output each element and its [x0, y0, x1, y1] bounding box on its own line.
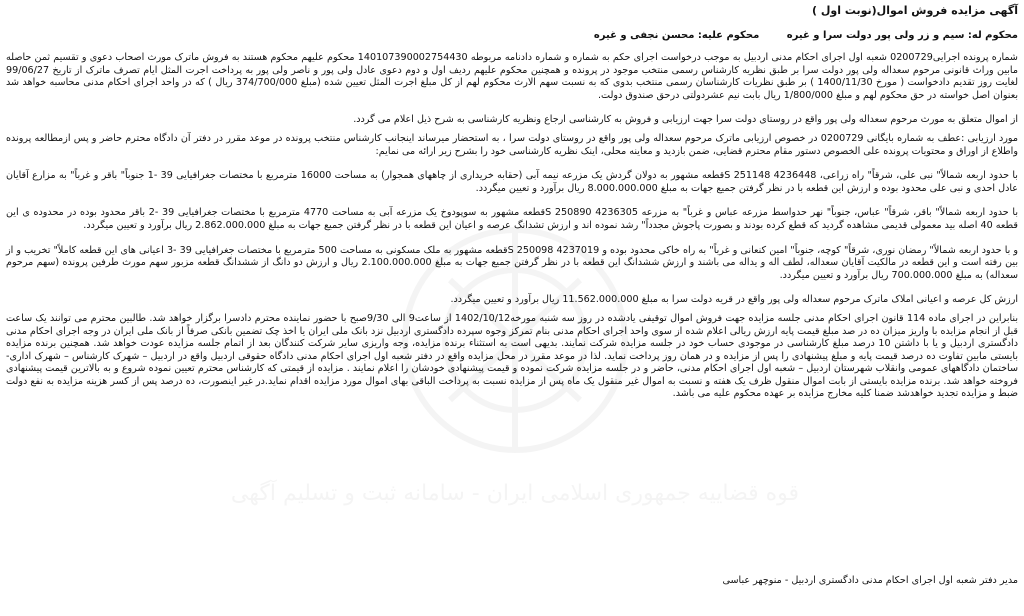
parcel-1-paragraph: با حدود اربعه شمالاً" نبی علی، شرقاً" راه زراعی، 4236448 251148 Sقطعه مشهور به دولان گردش یک مزرعه نیمه آبی (حقابه خریداری از چاههای همجوار) به مساحت 16000 مترمربع با مختصات جغرافیایی 39 -1 جنوباً" باقر و غرباً" به مزارع آقایان عادل احدی و نبی علی محدود بوده و ارزش این قطعه با در نظر گرفتن جمیع جهات به مبلغ 8.000.000.000 ریال برآورد و تعیین میگردد. [6, 170, 1018, 194]
office-signature: مدیر دفتر شعبه اول اجرای احکام مدنی دادگستری اردبیل - منوچهر عباسی [722, 575, 1018, 586]
auction-notice [6, 4, 1018, 413]
defendant-label: محکوم علیه: محسن نجفی و غیره [593, 30, 760, 41]
appraisal-intro-paragraph: مورد ارزیابی :عطف به شماره بایگانی 0200729 در خصوص ارزیابی ماترک مرحوم سعداله ولی پور واقع در روستای دولت سرا ، به استحضار میرساند اینجانب کارشناس منتخب پرونده در موعد مقرر در دفتر آن دادگاه محترم حاضر و پس ازمطالعه پرونده واطلاع از اوراق و محتویات پرونده علی الخصوص دستور مقام محترم قضایی، ضمن بازدید و معاینه محلی، اینک نظریه کارشناسی خود را بشرح زیر ارائه می نمایم: [6, 132, 1018, 157]
total-value-paragraph: ارزش کل عرصه و اعیانی املاک ماترک مرحوم سعداله ولی پور واقع در قریه دولت سرا به مبلغ 11.562.000.000 ریال برآورد و تعیین میگردد. [450, 294, 1018, 306]
parcel-3-paragraph: و با حدود اربعه شمالاً" رمضان نوری، شرقاً" کوچه، جنوباً" امین کنعانی و غرباً" به راه خاکی محدود بوده و 4237019 250098 Sقطعه مشهور به ملک مسکونی به مساحت 500 مترمربع با مختصات جغرافیایی 39 -3 اعیانی های این قطعه کاملاً" تخریب و از بین رفته است و این قطعه در مالکیت آقایان سعداله، لطف اله و یداله می باشند و ارزش ششدانگ این قطعه با در نظر گرفتن جمیع جهات به مبلغ 2.100.000.000 ریال و ارزش دو دانگ از ششدانگ قطعه مزبور سهم مورث طرفین پرونده (سهم مرحوم سعداله) به مبلغ 700.000.000 ریال برآورد و تعیین میگردد. [6, 244, 1019, 281]
parcel-2-paragraph: با حدود اربعه شمالاً" باقر، شرقاً" عباس، جنوباً" نهر حدواسط مزرعه عباس و غرباً" به مزرعه 4236305 250890 Sقطعه مشهور به سوپودوخ یک مزرعه آبی به مساحت 4770 مترمربع با مختصات جغرافیایی 39 -2 باقر محدود بوده در محدوده ی این قطعه 40 اصله بید معمولی قدیمی مشاهده گردید که قطع کرده بودند و بصورت پاجوش مجدداً" رشد نموده اند و ارزش تشدانگ عرصه و اعیان این قطعه با در نظر گرفتن جمیع جهات به مبلغ 2.862.000.000 ریال برآورد و تعیین میگردد. [6, 207, 1019, 231]
assets-intro-paragraph: از اموال متعلق به مورث مرحوم سعداله ولی پور واقع در روستای دولت سرا جهت ارزیابی و فروش به کارشناسی ارجاع ونظریه کارشناسی به شرح ذیل اعلام می گردد. [353, 114, 1018, 126]
watermark-text: قوه قضاییه جمهوری اسلامی ایران - سامانه ثبت و تسلیم آگهی [230, 481, 800, 506]
footer [6, 574, 1018, 594]
parties-line [6, 29, 1018, 43]
notice-title: آگهی مزایده فروش اموال(نوبت اول ) [812, 4, 1018, 17]
auction-terms-paragraph: بنابراین در اجرای ماده 114 قانون اجرای احکام مدنی جلسه مزایده جهت فروش اموال توقیفی یادشده در روز سه شنبه مورخه1402/10/12 از ساعت9 الی 9/30صبح با حضور نماینده محترم دادسرا برگزار خواهد شد. طالبین محترم می توانند یک ساعت قبل از انجام مزایده با واریز میزان ده در صد مبلغ قیمت پایه ارزش ریالی اعلام شده از سوی واحد اجرای احکام مدنی بنام تمرکز وجوه سپرده دادگستری اردبیل نزد بانک ملی ایران یا اخذ چک تضمین بانکی صرفاً از بانک ملی ایران در وجه اجرای احکام مدنی دادگستری اردبیل و یا با داشتن 10 درصد مبلغ کارشناسی در موجودی حساب خود در جلسه مزایده شرکت نمایند. بدیهی است به استثناء برنده مزایده، وجه واریزی سایر شرکت کنندگان بعد از اتمام جلسه مزایده عودت خواهد شد. همچنین برنده مزایده بایستی مابین تفاوت ده درصد قیمت پایه و مبلغ پیشنهادی را پس از مزایده و در همان روز پرداخت نماید. لذا در موعد مقرر در محل مزایده واقع در دفتر شعبه اول اجرای احکام مدنی دادگاه حقوقی اردبیل واقع در اردبیل – شهرک کارشناس – شهرک اداری- ساختمان دادگاههای عمومی وانقلاب شهرستان اردبیل – شعبه اول اجرای احکام مدنی، حاضر و در جلسه مزایده شرکت نموده و قیمت پیشنهادی خودشان را اعلام نمایند . مزایده از قیمتی که کارشناس محترم تعیین نموده شروع و به بالاترین قیمت پیشنهادی فروخته خواهد شد. برنده مزایده بایستی از بابت اموال منقول ظرف یک هفته و نسبت به اموال غیر منقول یک ماه پس از مزایده نسبت به پرداخت الباقی بهای اموال مورد مزایده اقدام نماید.در غیر اینصورت، ده درصد پس از کسر هزینه مزایده به نفع دولت ضبط و مزایده تجدید خواهدشد ضمنا کلیه مخارج مزایده بر عهده محکوم علیه می باشد. [6, 312, 1018, 400]
plaintiff-label: محکوم له: سیم و زر ولی پور دولت سرا و غیره [786, 30, 1018, 41]
case-summary-paragraph: شماره پرونده اجرایی0200729 شعبه اول اجرای احکام مدنی اردبیل به موجب درخواست اجرای حکم به شماره و شماره دادنامه مربوطه 140107390002754430 محکوم علیهم محکوم هستند به فروش ماترک مورث اصحاب دعوی و تقسیم ثمن حاصله مابین وراث قانونی مرحوم سعداله ولی پور دولت سرا بر طبق نظریه کارشناس رسمی منتخب موجود در پرونده و همچنین محکوم علیهم ردیف اول و دوم دعوی عادل ولی پور و ناصر ولی پور به پرداخت اجرت المثل ایام تصرف ماترک از تاریخ 99/06/27 لغایت روز تقدیم دادخواست ( مورخ 1400/11/30 ) بر طبق نظریات کارشناسان رسمی منتخب بدوی که به نسبت سهم الارث محکوم لهم از کل مبلغ اجرت المثل تعیین شده (مبلغ 374/700/000 ریال ) که در واحد اجرای احکام مدنی محاسبه خواهد شد بعنوان اصل خواسته در حق محکوم لهم و مبلغ 1/800/000 ریال بابت نیم عشردولتی درحق صندوق دولت. [6, 52, 1018, 101]
